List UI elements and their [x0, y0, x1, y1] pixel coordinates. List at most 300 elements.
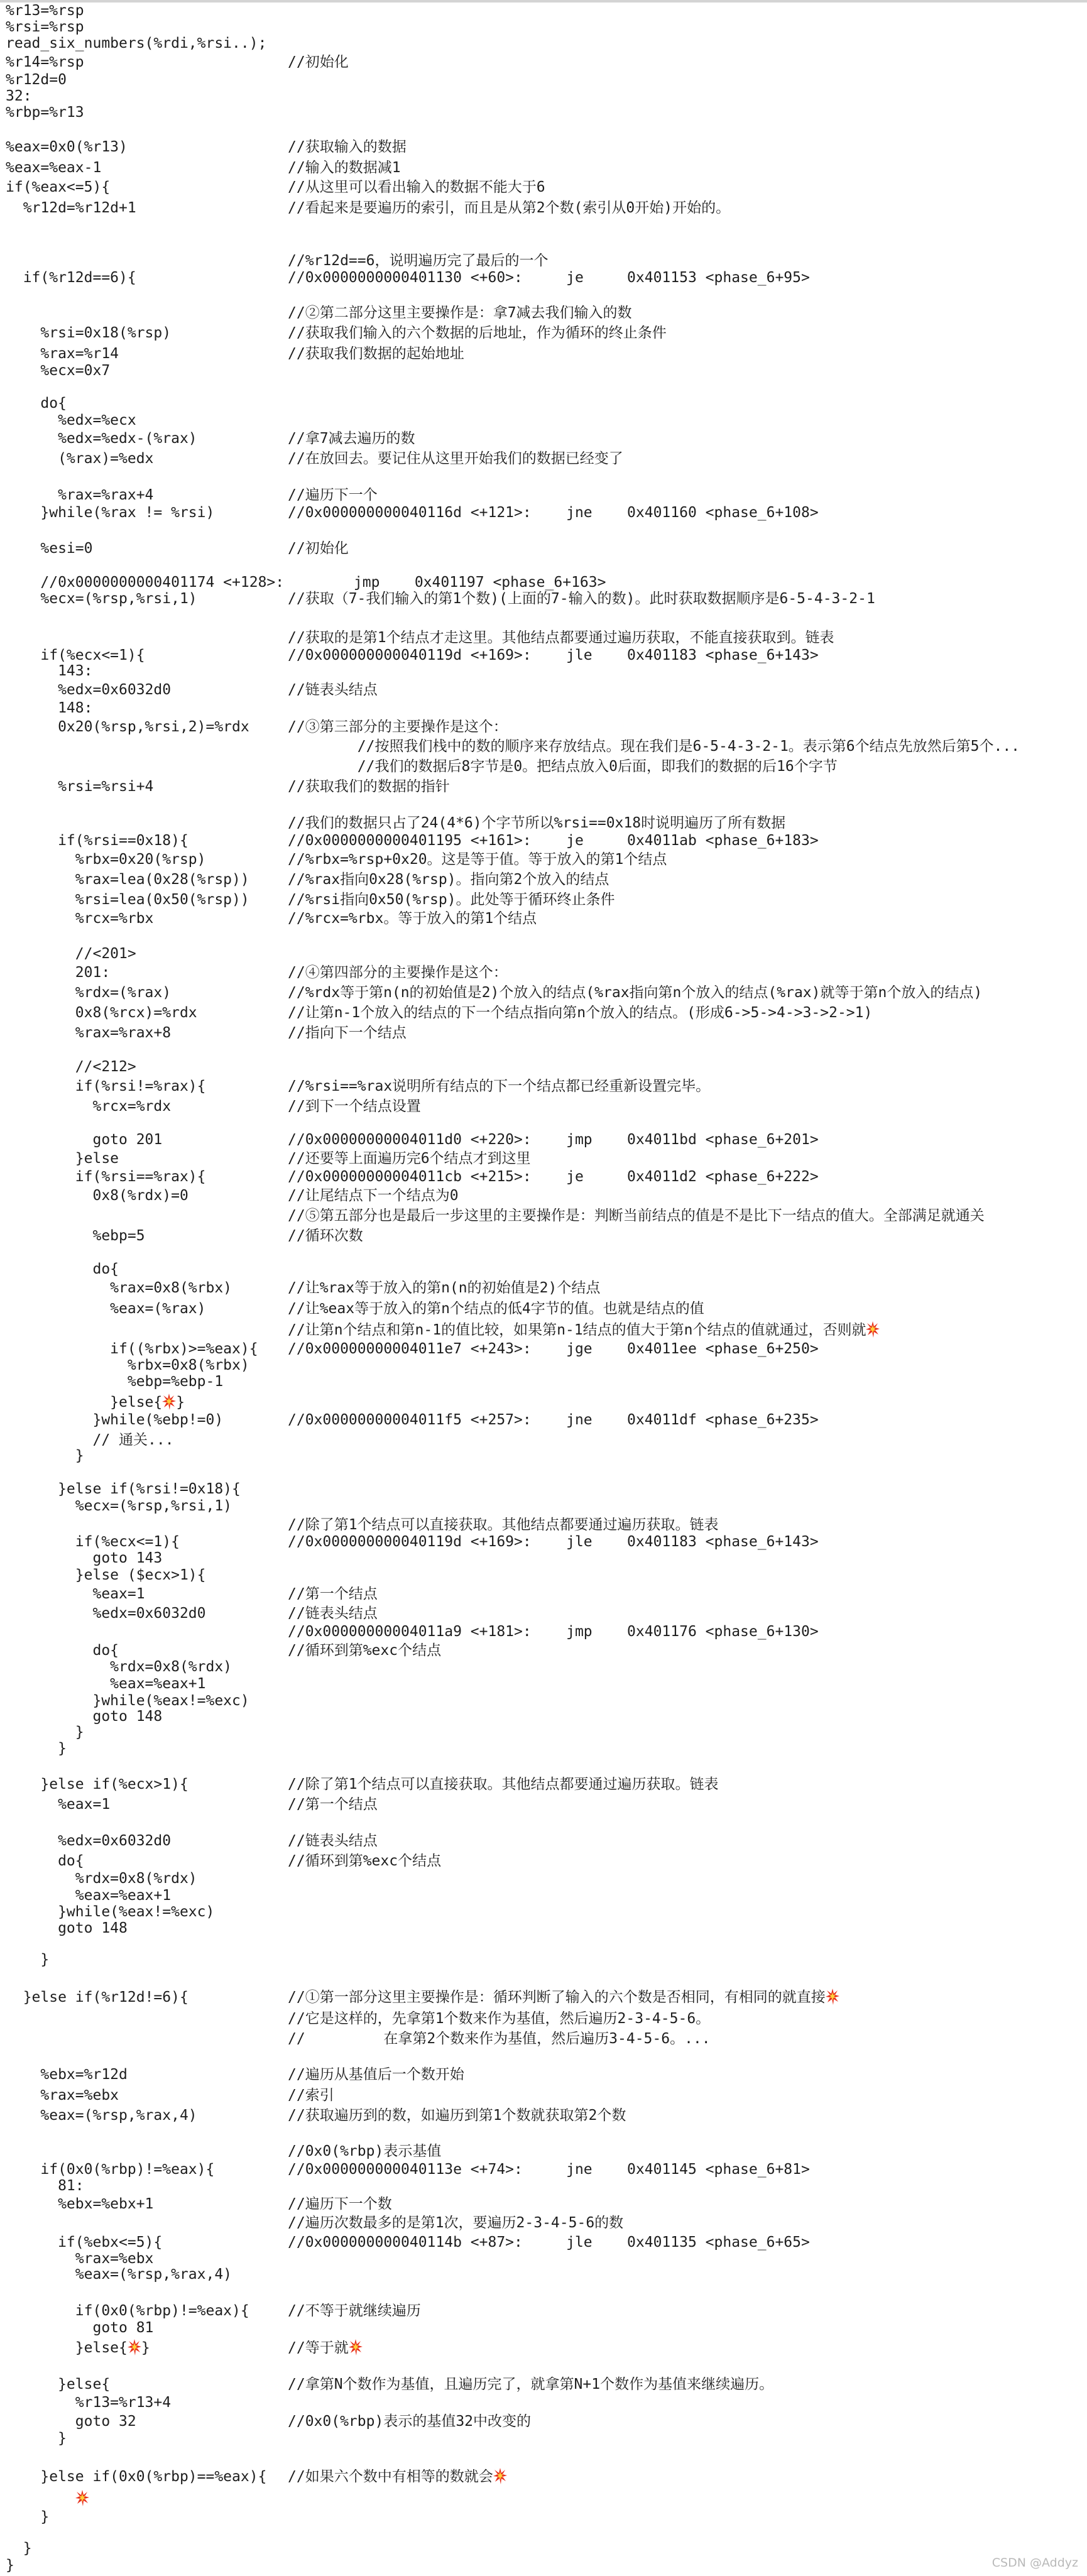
code-statement: %eax=1: [6, 1796, 111, 1813]
code-statement: %eax=(%rsp,%rax,4): [6, 2107, 197, 2124]
code-text: [6, 891, 249, 909]
code-line: [0, 738, 1087, 755]
comment-text: //获取我们数据的起始地址: [288, 346, 464, 362]
code-line: [0, 412, 1087, 429]
code-text: [6, 1131, 162, 1149]
comment-text: //遍历从基值后一个数开始: [288, 2066, 464, 2083]
comment-text: //拿第N个数作为基值，且遍历完了，就拿第N+1个数作为基值来继续遍历。: [288, 2376, 774, 2393]
comment-text: //第一个结点: [288, 1586, 378, 1602]
code-comment: [288, 964, 508, 981]
comment-text: //%r12d==6，说明遍历完了最后的一个: [288, 253, 549, 269]
code-line: [0, 1692, 1087, 1710]
code-comment: [288, 1300, 704, 1318]
code-comment: [288, 2030, 711, 2048]
code-statement: }while(%ebp!=0): [6, 1412, 224, 1428]
code-text: [6, 1692, 249, 1710]
code-closing: }: [141, 2340, 150, 2356]
code-comment: [288, 984, 982, 1001]
code-statement: }else: [6, 1150, 119, 1167]
comment-text: //链表头结点: [288, 1833, 378, 1849]
code-comment: [288, 1533, 819, 1551]
comment-text: //0x00000000004011e7 <+243>: jge 0x4011ee <phase_6+250>: [288, 1341, 819, 1357]
code-text: [6, 1004, 197, 1022]
code-comment: [288, 1321, 880, 1339]
code-text: [6, 1740, 67, 1757]
code-line: [0, 2508, 1087, 2526]
comment-text: //如果六个数中有相等的数就会: [288, 2469, 493, 2485]
comment-text: //0x0(%rbp)表示基值: [288, 2143, 442, 2159]
code-line: [0, 629, 1087, 647]
code-text: [6, 1497, 232, 1515]
code-statement: %rax=0x8(%rbx): [6, 1280, 232, 1296]
code-comment: [288, 504, 819, 521]
code-statement: // 通关...: [6, 1432, 174, 1448]
code-comment: [288, 2468, 507, 2486]
code-line: [0, 2430, 1087, 2447]
code-text: [6, 1480, 241, 1498]
comment-text: //②第二部分这里主要操作是：拿7减去我们输入的数: [288, 305, 632, 321]
code-statement: }else if(%ecx>1){: [6, 1776, 188, 1793]
code-line: [0, 590, 1087, 608]
code-text: [6, 18, 84, 36]
comment-text: //它是这样的，先拿第1个数来作为基值，然后遍历2-3-4-5-6。: [288, 2011, 711, 2027]
code-statement: %rax=%r14: [6, 346, 119, 362]
code-line: [0, 1394, 1087, 1411]
code-text: [6, 590, 197, 608]
code-text: [6, 2066, 128, 2083]
code-line: [0, 71, 1087, 89]
code-statement: 32:: [6, 88, 32, 104]
code-text: [6, 1411, 223, 1429]
code-statement: }: [6, 2540, 32, 2557]
comment-text: //%rcx=%rbx。等于放入的第1个结点: [288, 910, 537, 927]
comment-text: //遍历下一个: [288, 487, 378, 503]
code-statement: %rsi=%rsi+4: [6, 778, 154, 795]
code-comment: [288, 1207, 985, 1225]
code-comment: [288, 1605, 378, 1622]
comment-text: //输入的数据减1: [288, 160, 401, 176]
code-statement: %rcx=%rbx: [6, 910, 154, 927]
code-statement: 148:: [6, 700, 93, 716]
code-statement: goto 32: [6, 2413, 136, 2430]
code-comment: [288, 2302, 421, 2320]
comment-text: //循环次数: [288, 1228, 363, 1244]
code-text: [6, 1605, 206, 1622]
code-comment: [288, 2214, 623, 2232]
code-text: [6, 1870, 197, 1887]
code-comment: [288, 1852, 441, 1870]
code-statement: }else if(%rsi!=0x18){: [6, 1481, 241, 1497]
code-comment: [288, 304, 632, 322]
code-line: [0, 1300, 1087, 1318]
code-line: [0, 1497, 1087, 1515]
code-comment: [288, 718, 508, 736]
code-line: [0, 1516, 1087, 1534]
code-statement: if(%eax<=5){: [6, 179, 111, 195]
code-comment: [288, 590, 875, 608]
code-comment: [288, 138, 407, 156]
code-statement: 81:: [6, 2178, 84, 2194]
comment-text: //除了第1个结点可以直接获取。其他结点都要通过遍历获取。链表: [288, 1776, 719, 1793]
code-text: [6, 1356, 249, 1374]
code-statement: %r13=%rsp: [6, 3, 84, 19]
comment-text: //让第n-1个放入的结点的下一个结点指向第n个放入的结点。(形成6->5->4->3->2->1): [288, 1005, 873, 1021]
code-statement: %rbx=0x20(%rsp): [6, 851, 206, 868]
code-comment: [288, 2142, 441, 2160]
code-statement: do{: [6, 395, 67, 412]
code-text: [6, 718, 249, 736]
code-text: [6, 2508, 49, 2526]
comment-text: //除了第1个结点可以直接获取。其他结点都要通过遍历获取。链表: [288, 1517, 719, 1533]
code-text: [6, 2394, 171, 2411]
code-line: [0, 2, 1087, 19]
code-text: [6, 2302, 249, 2320]
code-line: [0, 1658, 1087, 1676]
code-comment: [288, 1832, 378, 1850]
code-line: [0, 2107, 1087, 2124]
code-statement: %eax=0x0(%r13): [6, 139, 128, 155]
code-comment: [288, 1516, 719, 1534]
code-text: [6, 681, 171, 699]
code-line: [0, 53, 1087, 71]
comment-text: // 在拿第2个数来作为基值，然后遍历3-4-5-6。...: [288, 2031, 711, 2047]
code-text: [6, 2413, 136, 2430]
code-comment: [288, 2161, 810, 2178]
code-text: [6, 2, 84, 19]
comment-text: //索引: [288, 2087, 334, 2104]
code-statement: %rdx=0x8(%rdx): [6, 1870, 197, 1887]
code-text: [6, 1658, 232, 1676]
code-statement: if(0x0(%rbp)!=%eax){: [6, 2161, 215, 2178]
code-statement: %edx=%ecx: [6, 412, 136, 428]
code-text: [6, 2490, 89, 2508]
comment-text: //指向下一个结点: [288, 1025, 407, 1041]
code-statement: do{: [6, 1642, 119, 1659]
code-line: [0, 2413, 1087, 2430]
code-text: [6, 1533, 180, 1551]
code-text: [6, 1852, 84, 1870]
collision-icon: [866, 1321, 880, 1338]
code-text: [6, 2107, 197, 2124]
code-line: [0, 1533, 1087, 1551]
comment-text: //获取（7-我们输入的第1个数)(上面的7-输入的数)。此时获取数据顺序是6-5-4-3-2-1: [288, 591, 875, 607]
code-line: [0, 362, 1087, 379]
code-statement: %esi=0: [6, 540, 93, 557]
code-statement: goto 148: [6, 1708, 163, 1725]
code-line: [0, 35, 1087, 52]
code-line: [0, 430, 1087, 447]
code-line: [0, 718, 1087, 736]
code-comment: [288, 540, 349, 557]
code-text: [6, 1168, 206, 1186]
code-statement: %rdx=(%rax): [6, 985, 172, 1001]
code-text: [6, 1951, 49, 1968]
code-text: [6, 2319, 153, 2337]
code-text: [6, 1098, 171, 1115]
code-text: [6, 1187, 188, 1204]
code-line: [0, 1356, 1087, 1374]
code-text: [6, 574, 606, 591]
code-line: [0, 891, 1087, 909]
code-statement: %ebp=%ebp-1: [6, 1373, 224, 1390]
code-statement: 0x20(%rsp,%rsi,2)=%rdx: [6, 719, 249, 735]
code-line: [0, 2177, 1087, 2195]
code-text: [6, 871, 249, 888]
comment-text: //0x0000000000401195 <+161>: je 0x4011ab <phase_6+183>: [288, 832, 819, 849]
code-text: [6, 1723, 84, 1741]
code-line: [0, 1585, 1087, 1603]
collision-icon: [349, 2339, 363, 2355]
code-line: [0, 2161, 1087, 2178]
code-line: [0, 138, 1087, 156]
comment-text: //%rax指向0x28(%rsp)。指向第2个放入的结点: [288, 871, 609, 888]
collision-icon: [493, 2468, 507, 2484]
code-line: [0, 1675, 1087, 1693]
code-statement: %rdx=0x8(%rdx): [6, 1659, 232, 1675]
comment-text: //遍历下一个数: [288, 2196, 392, 2212]
code-comment: [288, 178, 545, 196]
code-line: [0, 1058, 1087, 1076]
code-line: [0, 964, 1087, 981]
code-text: [6, 1058, 136, 1076]
comment-text: //0x00000000004011d0 <+220>: jmp 0x4011bd <phase_6+201>: [288, 1132, 819, 1148]
code-statement: %ebx=%ebx+1: [6, 2196, 154, 2212]
code-text: [6, 851, 206, 868]
code-text: [6, 1394, 185, 1411]
code-statement: %rcx=%rdx: [6, 1098, 172, 1115]
code-line: [0, 1321, 1087, 1339]
code-text: [6, 1447, 84, 1465]
code-line: [0, 1623, 1087, 1640]
code-line: [0, 574, 1087, 591]
code-statement: %rbx=0x8(%rbx): [6, 1357, 249, 1373]
code-statement: if((%rbx)>=%eax){: [6, 1341, 258, 1357]
code-text: [6, 1078, 206, 1095]
code-statement: goto 81: [6, 2320, 154, 2336]
code-line: [0, 1187, 1087, 1204]
comment-text: //我们的数据后8字节是0。把结点放入0后面，即我们的数据的后16个字节: [288, 758, 838, 775]
code-statement: %r13=%r13+4: [6, 2394, 172, 2411]
code-line: [0, 1004, 1087, 1022]
comment-text: //看起来是要遍历的索引，而且是从第2个数(索引从0开始)开始的。: [288, 200, 731, 216]
code-text: [6, 362, 110, 379]
code-line: [0, 2087, 1087, 2104]
comment-text: //还要等上面遍历完6个结点才到这里: [288, 1150, 531, 1167]
code-statement: if(%ecx<=1){: [6, 647, 145, 663]
code-line: [0, 1131, 1087, 1149]
code-comment: [288, 681, 378, 699]
code-statement: %edx=0x6032d0: [6, 682, 172, 698]
code-comment: [288, 1150, 531, 1167]
code-line: [0, 1480, 1087, 1498]
code-text: [6, 1549, 162, 1567]
code-line: [0, 984, 1087, 1001]
code-comment: [288, 2087, 334, 2104]
comment-text: //不等于就继续遍历: [288, 2303, 421, 2319]
code-statement: if(%rsi==0x18){: [6, 832, 188, 849]
code-text: [6, 984, 171, 1001]
code-comment: [288, 910, 537, 927]
code-text: [6, 2234, 162, 2251]
code-line: [0, 1260, 1087, 1278]
code-line: [0, 395, 1087, 412]
code-text: [6, 945, 136, 963]
code-text: [6, 1024, 171, 1042]
code-text: [6, 1150, 119, 1167]
comment-text: //%rsi指向0x50(%rsp)。此处等于循环终止条件: [288, 892, 615, 908]
code-statement: %ebp=5: [6, 1228, 145, 1244]
code-line: [0, 1870, 1087, 1887]
code-statement: %r14=%rsp: [6, 54, 84, 70]
code-line: [0, 2302, 1087, 2320]
comment-text: //循环到第%exc个结点: [288, 1853, 442, 1869]
code-comment: [288, 252, 548, 270]
code-text: [6, 199, 136, 217]
comment-text: //0x0000000000401130 <+60>: je 0x401153 <phase_6+95>: [288, 270, 810, 286]
code-statement: %eax=%eax+1: [6, 1676, 206, 1692]
code-comment: [288, 53, 349, 71]
code-statement: }else if(0x0(%rbp)==%eax){: [6, 2469, 267, 2485]
watermark: CSDN @Addyz: [991, 2556, 1078, 2570]
comment-text: //0x00000000004011a9 <+181>: jmp 0x401176 <phase_6+130>: [288, 1624, 819, 1640]
code-text: [6, 2087, 119, 2104]
code-line: [0, 2468, 1087, 2486]
code-text: [6, 2161, 214, 2178]
code-line: [0, 871, 1087, 888]
code-line: [0, 18, 1087, 36]
code-text: [6, 324, 171, 342]
code-text: [6, 832, 188, 849]
code-text: [6, 178, 110, 196]
code-text: [6, 450, 153, 467]
code-statement: }: [6, 2509, 50, 2525]
code-line: [0, 1723, 1087, 1741]
code-comment: [288, 2195, 392, 2213]
code-statement: 0x8(%rcx)=%rdx: [6, 1005, 197, 1021]
code-line: [0, 1887, 1087, 1904]
code-statement: %rax=%rax+8: [6, 1025, 172, 1041]
code-statement: }while(%eax!=%exc): [6, 1693, 249, 1709]
code-statement: read_six_numbers(%rdi,%rsi..);: [6, 35, 267, 52]
code-statement: if(%ebx<=5){: [6, 2234, 163, 2251]
code-line: [0, 2214, 1087, 2232]
code-statement: }: [6, 1951, 50, 1968]
code-statement: %eax=(%rsp,%rax,4): [6, 2266, 232, 2283]
code-statement: %ecx=(%rsp,%rsi,1): [6, 591, 197, 607]
code-text: [6, 2430, 67, 2447]
code-line: [0, 1708, 1087, 1725]
code-line: [0, 662, 1087, 680]
code-line: [0, 159, 1087, 177]
code-text: [6, 35, 266, 52]
comment-text: //从这里可以看出输入的数据不能大于6: [288, 179, 545, 195]
code-statement: if(%ecx<=1){: [6, 1534, 180, 1550]
code-statement: }else ($ecx>1){: [6, 1567, 206, 1583]
code-text: [6, 486, 153, 504]
code-statement: //<201>: [6, 946, 136, 962]
code-statement: %eax=%eax-1: [6, 160, 102, 176]
code-statement: //0x0000000000401174 <+128>: jmp 0x401197 <phase_6+163>: [6, 574, 606, 591]
code-line: [0, 1832, 1087, 1850]
code-text: [6, 1566, 206, 1584]
code-comment: [288, 199, 730, 217]
code-statement: }while(%eax!=%exc): [6, 1904, 215, 1920]
code-line: [0, 178, 1087, 196]
code-statement: (%rax)=%edx: [6, 450, 154, 467]
code-line: [0, 910, 1087, 927]
code-text: [6, 1373, 223, 1390]
comment-text: //链表头结点: [288, 682, 378, 698]
code-text: [6, 2540, 32, 2557]
code-text: [6, 647, 145, 664]
code-comment: [288, 2339, 363, 2357]
code-line: [0, 2319, 1087, 2337]
code-line: [0, 2394, 1087, 2411]
code-comment: [288, 269, 810, 287]
code-line: [0, 87, 1087, 105]
code-line: [0, 1852, 1087, 1870]
code-statement: 201:: [6, 964, 111, 981]
code-statement: %rbp=%r13: [6, 104, 84, 121]
code-comment: [288, 871, 609, 888]
code-line: [0, 252, 1087, 270]
comment-text: //遍历次数最多的是第1次，要遍历2-3-4-5-6的数: [288, 2215, 624, 2231]
code-line: [0, 1447, 1087, 1465]
code-line: [0, 1078, 1087, 1095]
code-text: [6, 2557, 14, 2574]
code-text: [6, 1300, 206, 1318]
code-line: [0, 2266, 1087, 2283]
code-line: [0, 1951, 1087, 1968]
code-statement: %ecx=(%rsp,%rsi,1): [6, 1498, 232, 1514]
comment-text: //按照我们栈中的数的顺序来存放结点。现在我们是6-5-4-3-2-1。表示第6个结点先放然后第5个...: [288, 738, 1020, 755]
comment-text: //第一个结点: [288, 1796, 378, 1813]
code-line: [0, 2376, 1087, 2393]
code-statement: %eax=(%rax): [6, 1301, 206, 1317]
comment-text: //初始化: [288, 540, 349, 557]
code-comment: [288, 450, 623, 467]
code-comment: [288, 1227, 363, 1245]
code-text: [6, 1708, 162, 1725]
code-line: [0, 304, 1087, 322]
code-statement: %r12d=0: [6, 72, 67, 88]
comment-text: //循环到第%exc个结点: [288, 1642, 442, 1659]
comment-text: //0x000000000040114b <+87>: jle 0x401135 <phase_6+65>: [288, 2234, 810, 2251]
code-line: [0, 699, 1087, 717]
code-comment: [288, 1411, 819, 1429]
code-comment: [288, 2107, 626, 2124]
code-line: [0, 486, 1087, 504]
code-statement: do{: [6, 1261, 119, 1277]
comment-text: //0x00000000004011f5 <+257>: jne 0x4011df <phase_6+235>: [288, 1412, 819, 1428]
code-comment: [288, 2376, 773, 2393]
code-line: [0, 758, 1087, 775]
comment-text: //0x00000000004011cb <+215>: je 0x4011d2 <phase_6+222>: [288, 1169, 819, 1185]
code-line: [0, 1168, 1087, 1186]
comment-text: //④第四部分的主要操作是这个：: [288, 964, 508, 981]
code-statement: %rsi=0x18(%rsp): [6, 325, 172, 341]
code-line: [0, 1549, 1087, 1567]
code-comment: [288, 832, 819, 849]
code-comment: [288, 324, 667, 342]
comment-text: //到下一个结点设置: [288, 1098, 421, 1115]
code-line: [0, 647, 1087, 664]
comment-text: //0x000000000040116d <+121>: jne 0x401160 <phase_6+108>: [288, 505, 819, 521]
code-line: [0, 1919, 1087, 1937]
comment-text: //0x000000000040119d <+169>: jle 0x401183 <phase_6+143>: [288, 647, 819, 663]
code-comment: [288, 1131, 819, 1149]
code-statement: }while(%rax != %rsi): [6, 505, 215, 521]
